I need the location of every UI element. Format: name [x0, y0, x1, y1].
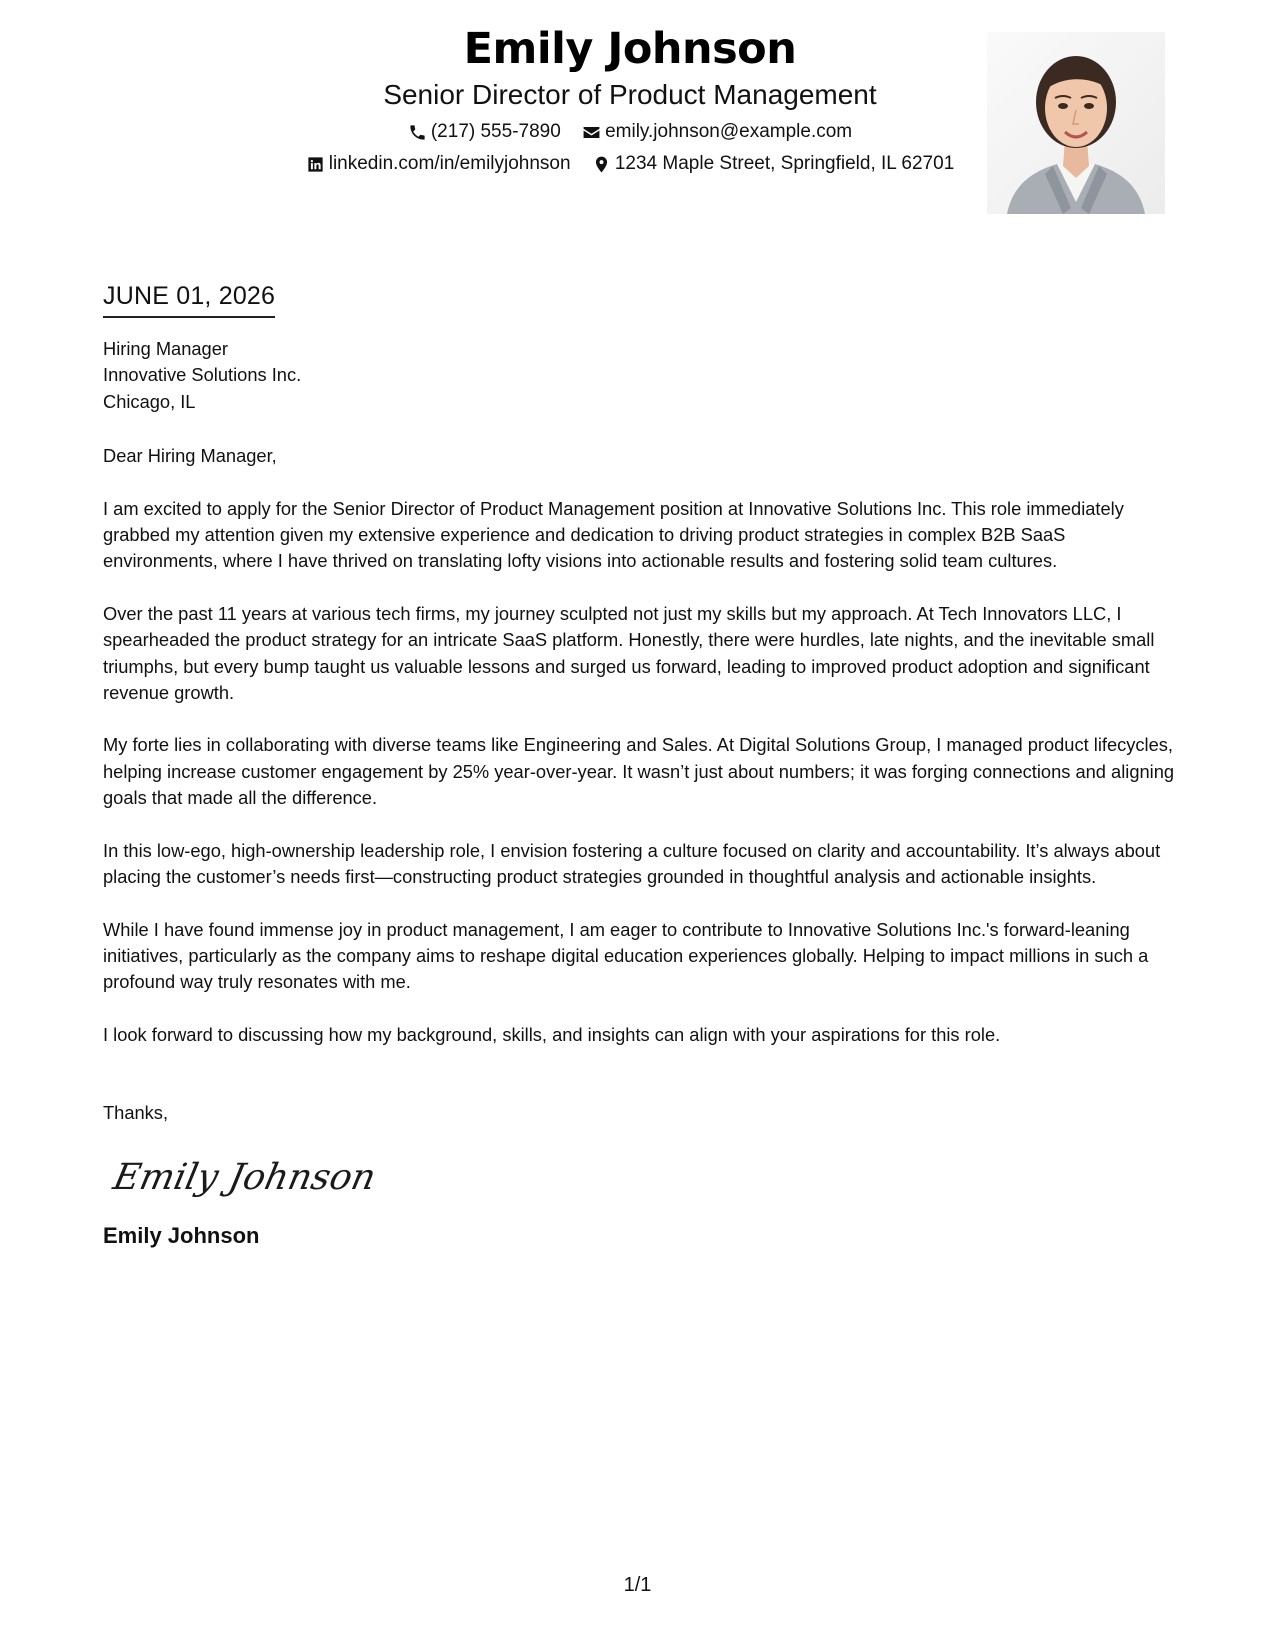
map-marker-icon — [592, 155, 611, 174]
address-text: 1234 Maple Street, Springfield, IL 62701 — [614, 153, 955, 175]
linkedin-text: linkedin.com/in/emilyjohnson — [328, 153, 571, 175]
closing: Thanks, — [103, 1102, 169, 1124]
contact-address — [592, 153, 954, 175]
phone-text: (217) 555-7890 — [430, 121, 561, 142]
letter-header — [0, 0, 1275, 230]
recipient-line: Innovative Solutions Inc. — [103, 364, 302, 386]
header-text — [250, 20, 1010, 175]
body-paragraph: While I have found immense joy in product management, I am eager to contribute to Innovative Solutions Inc.'s forward-leaning initiatives, particularly as the company aims to reshape digital education experiences globally. Helping to impact millions in such a profound way truly resonates with me. — [103, 918, 1149, 993]
applicant-name: Emily Johnson — [463, 24, 797, 74]
signer-name: Emily Johnson — [103, 1222, 260, 1248]
envelope-icon — [582, 123, 601, 142]
page-number: 1/1 — [623, 1574, 652, 1596]
letter-body — [103, 280, 1175, 1251]
phone-icon — [408, 123, 427, 142]
body-paragraph: I look forward to discussing how my background, skills, and insights can align with your aspirations for this role. — [103, 1023, 1001, 1045]
portrait-image — [987, 32, 1165, 214]
contact-linkedin[interactable] — [306, 153, 571, 175]
contact-phone[interactable] — [408, 121, 561, 143]
body-paragraph: My forte lies in collaborating with diverse teams like Engineering and Sales. At Digital Solutions Group, I managed product lifecycles, helping increase customer engagement by 25% year-over-year. It wasn’t just about numbers; it was forging connections and aligning goals that made all the difference. — [103, 734, 1175, 809]
contact-line-2 — [250, 153, 1010, 175]
body-paragraph: I am excited to apply for the Senior Director of Product Management position at Innovative Solutions Inc. This role immediately grabbed my attention given my extensive experience and dedication to driving product strategies in complex B2B SaaS environments, where I have thrived on translating lofty visions into actionable results and fostering solid team cultures. — [103, 497, 1124, 572]
handwritten-signature — [109, 1145, 1175, 1207]
linkedin-icon — [306, 155, 325, 174]
body-paragraph: Over the past 11 years at various tech firms, my journey sculpted not just my skills but my approach. At Tech Innovators LLC, I spearheaded the product strategy for an intricate SaaS platform. Honestly, there were hurdles, late nights, and the inevitable small triumphs, but every bump taught us valuable lessons and surged us forward, leading to improved product adoption and significant revenue growth. — [103, 602, 1155, 704]
body-paragraph: In this low-ego, high-ownership leadership role, I envision fostering a culture focused on clarity and accountability. It’s always about placing the customer’s needs first—constructing product strategies grounded in thoughtful analysis and actionable insights. — [103, 839, 1161, 888]
letter-date: JUNE 01, 2026 — [103, 280, 275, 318]
contact-email[interactable] — [582, 121, 852, 143]
recipient-line: Hiring Manager — [103, 338, 228, 359]
recipient-block — [103, 336, 1175, 415]
salutation: Dear Hiring Manager, — [103, 445, 277, 467]
applicant-title: Senior Director of Product Management — [383, 79, 877, 110]
email-text: emily.johnson@example.com — [605, 121, 853, 142]
contact-line-1 — [250, 121, 1010, 143]
applicant-photo — [987, 32, 1165, 214]
signature-text: Emily Johnson — [109, 1154, 380, 1198]
recipient-line: Chicago, IL — [103, 390, 196, 412]
